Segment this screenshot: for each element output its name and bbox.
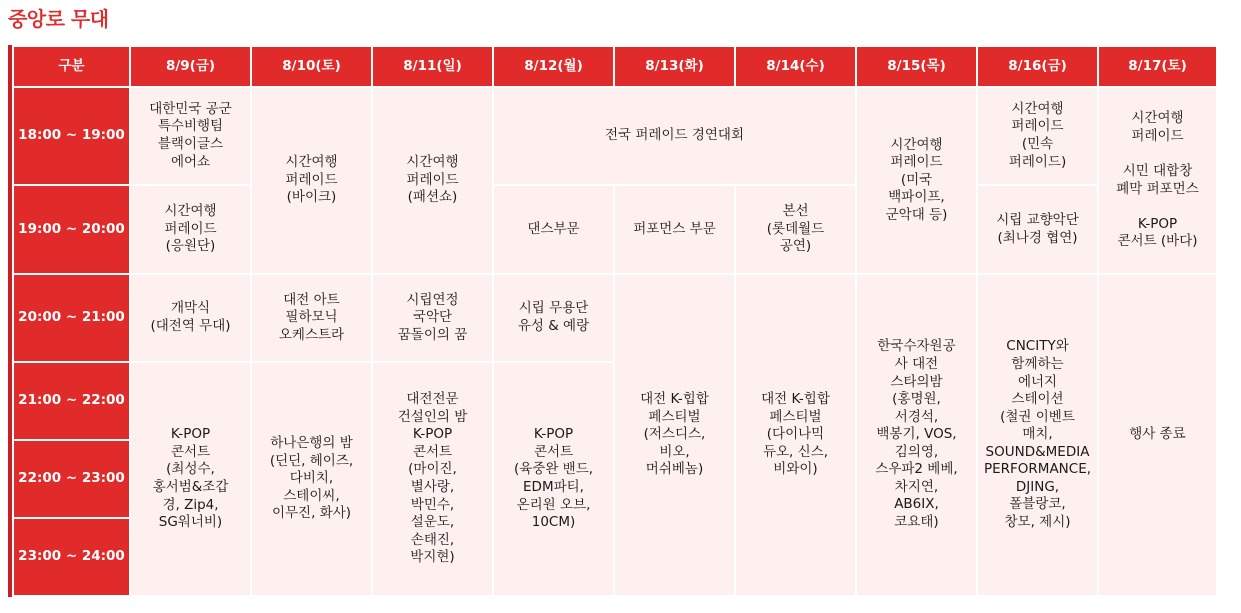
time-slot: 19:00 ~ 20:00 xyxy=(14,186,129,273)
header-date: 8/15(목) xyxy=(857,47,976,86)
event-cell: K-POP 콘서트 (육중완 밴드, EDM파티, 온리원 오브, 10CM) xyxy=(494,363,613,595)
event-cell: 하나은행의 밤 (딘딘, 헤이즈, 다비치, 스테이씨, 이무진, 화사) xyxy=(252,363,371,595)
table-row xyxy=(14,186,1216,273)
schedule-table xyxy=(8,45,1218,597)
event-cell: 대전 아트 필하모닉 오케스트라 xyxy=(252,275,371,361)
event-cell: 시간여행 퍼레이드 (민속 퍼레이드) xyxy=(978,88,1097,184)
header-date: 8/10(토) xyxy=(252,47,371,86)
event-cell: 시립 무용단 유성 & 예랑 xyxy=(494,275,613,361)
time-slot: 22:00 ~ 23:00 xyxy=(14,441,129,517)
time-slot: 20:00 ~ 21:00 xyxy=(14,275,129,361)
time-slot: 21:00 ~ 22:00 xyxy=(14,363,129,439)
event-cell: 행사 종료 xyxy=(1099,275,1216,595)
event-cell: 시간여행 퍼레이드 (응원단) xyxy=(131,186,250,273)
header-date: 8/17(토) xyxy=(1099,47,1216,86)
event-cell: 퍼포먼스 부문 xyxy=(615,186,734,273)
event-cell: 대한민국 공군 특수비행팀 블랙이글스 에어쇼 xyxy=(131,88,250,184)
table-row xyxy=(14,88,1216,184)
header-date: 8/12(월) xyxy=(494,47,613,86)
event-cell: 한국수자원공 사 대전 스타의밤 (홍명원, 서경석, 백봉기, VOS, 김의영, 스우파2 베베, 차지연, AB6IX, 코요태) xyxy=(857,275,976,595)
time-slot: 23:00 ~ 24:00 xyxy=(14,519,129,595)
page-title: 중앙로 무대 xyxy=(8,7,109,31)
event-cell: 시립연정 국악단 꿈돌이의 꿈 xyxy=(373,275,492,361)
header-date: 8/11(일) xyxy=(373,47,492,86)
header-category: 구분 xyxy=(14,47,129,86)
table-row xyxy=(14,275,1216,361)
header-row xyxy=(14,47,1216,86)
event-cell: 대전전문 건설인의 밤 K-POP 콘서트 (마이진, 별사랑, 박민수, 설운도, 손태진, 박지현) xyxy=(373,363,492,595)
time-slot: 18:00 ~ 19:00 xyxy=(14,88,129,184)
event-cell: 전국 퍼레이드 경연대회 xyxy=(494,88,855,184)
event-cell: 대전 K-힙합 페스티벌 (저스디스, 비오, 머쉬베놈) xyxy=(615,275,734,595)
event-cell: 댄스부문 xyxy=(494,186,613,273)
header-date: 8/14(수) xyxy=(736,47,855,86)
event-cell: 개막식 (대전역 무대) xyxy=(131,275,250,361)
header-date: 8/9(금) xyxy=(131,47,250,86)
header-date: 8/16(금) xyxy=(978,47,1097,86)
event-cell: 시간여행 퍼레이드 (바이크) xyxy=(252,88,371,273)
event-cell: 시간여행 퍼레이드 시민 대합창 폐막 퍼포먼스 K-POP 콘서트 (바다) xyxy=(1099,88,1216,273)
event-cell: 시간여행 퍼레이드 (패션쇼) xyxy=(373,88,492,273)
event-cell: 본선 (롯데월드 공연) xyxy=(736,186,855,273)
header-date: 8/13(화) xyxy=(615,47,734,86)
event-cell: 대전 K-힙합 페스티벌 (다이나믹 듀오, 신스, 비와이) xyxy=(736,275,855,595)
event-cell: 시립 교향악단 (최나경 협연) xyxy=(978,186,1097,273)
event-cell: 시간여행 퍼레이드 (미국 백파이프, 군악대 등) xyxy=(857,88,976,273)
event-cell: K-POP 콘서트 (최성수, 홍서범&조갑 경, Zip4, SG워너비) xyxy=(131,363,250,595)
event-cell: CNCITY와 함께하는 에너지 스테이션 (철권 이벤트 매치, SOUND&MEDIA PERFORMANCE, DJING, 폴블랑코, 창모, 제시) xyxy=(978,275,1097,595)
